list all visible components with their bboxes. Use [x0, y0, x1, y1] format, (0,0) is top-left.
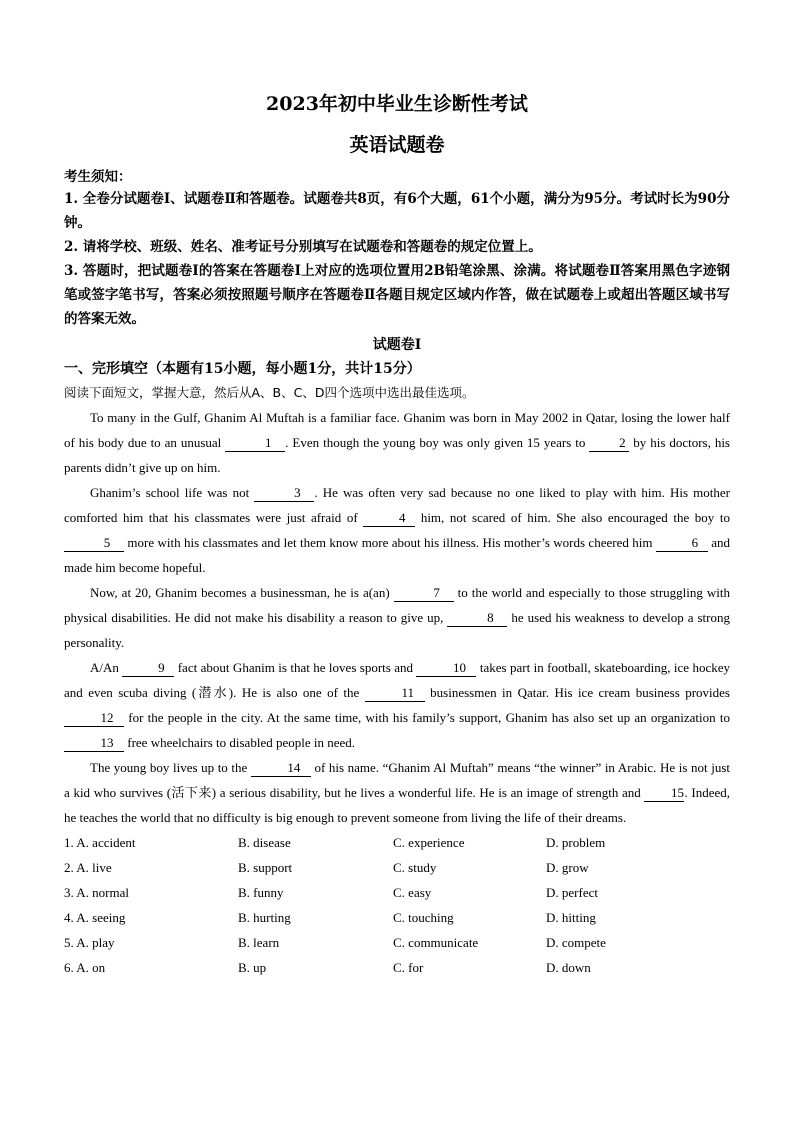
option-b: B. hurting — [238, 910, 291, 925]
option-b: B. learn — [238, 935, 280, 950]
blank-14: 14 — [251, 760, 311, 777]
blank-15: 15 — [644, 785, 684, 802]
passage-paragraph-3 — [64, 580, 730, 655]
passage-text: fact about Ghanim is that he loves sports and — [174, 660, 417, 675]
notice-item-2: 2. 请将学校、班级、姓名、准考证号分别填写在试题卷和答题卷的规定位置上。 — [64, 239, 542, 255]
passage-paragraph-5 — [64, 755, 730, 830]
blank-4: 4 — [363, 510, 415, 527]
option-b: B. up — [238, 960, 267, 975]
passage-text: he used his weakness to develop a strong personality. — [64, 610, 731, 650]
blank-13: 13 — [64, 735, 124, 752]
passage-text: and made him become hopeful. — [64, 535, 730, 575]
option-c: C. touching — [393, 910, 454, 925]
option-d: D. problem — [546, 835, 606, 850]
passage-text: Ghanim’s school life was not — [90, 485, 255, 500]
passage-text: him, not scared of him. She also encouraged the boy to — [415, 510, 730, 525]
option-c: C. experience — [393, 835, 465, 850]
cloze-passage — [64, 405, 730, 830]
passage-text: for the people in the city. At the same time, with his family’s support, Ghanim has also set up an organization to — [124, 710, 730, 725]
option-d: D. perfect — [546, 885, 598, 900]
passage-text: Now, at 20, Ghanim becomes a businessman, he is a(an) — [90, 585, 394, 600]
option-b: B. support — [238, 860, 293, 875]
question-row — [64, 855, 730, 880]
blank-8: 8 — [447, 610, 507, 627]
blank-9: 9 — [122, 660, 174, 677]
question-row — [64, 905, 730, 930]
notice-item-3: 3. 答题时，把试题卷Ⅰ的答案在答题卷Ⅰ上对应的选项位置用2B铅笔涂黑、涂满。将试题卷Ⅱ答案用黑色字迹钢笔或签字笔书写，答案必须按照题号顺序在答题卷Ⅱ各题目规定区域内作答，做在试题卷上或超出答题区域书写的答案无效。 — [64, 263, 730, 327]
option-b: B. disease — [238, 835, 291, 850]
notice-item-1: 1. 全卷分试题卷Ⅰ、试题卷Ⅱ和答题卷。试题卷共8页，有6个大题，61个小题，满分为95分。考试时长为90分钟。 — [64, 191, 730, 231]
passage-text: . He was often very sad because no one liked to play with him. His mother comforted him that his classmates were just afraid of — [64, 485, 730, 525]
passage-text: . Even though the young boy was only given 15 years to — [285, 435, 590, 450]
option-a: 4. A. seeing — [64, 910, 126, 925]
passage-text: free wheelchairs to disabled people in need. — [124, 735, 356, 750]
option-b: B. funny — [238, 885, 284, 900]
blank-7: 7 — [394, 585, 454, 602]
option-d: D. hitting — [546, 910, 596, 925]
notice-heading: 考生须知： — [64, 169, 132, 185]
blank-5: 5 — [64, 535, 124, 552]
passage-paragraph-4 — [64, 655, 730, 755]
passage-text: To many in the Gulf, Ghanim Al Muftah is a familiar face. Ghanim was born in May 2002 in Qatar, losing the lower half of his body due to an unusual — [64, 410, 730, 450]
passage-text: more with his classmates and let them know more about his illness. His mother’s words cheered him — [124, 535, 656, 550]
question-row — [64, 955, 730, 980]
option-a: 1. A. accident — [64, 835, 136, 850]
blank-2: 2 — [589, 435, 629, 452]
option-c: C. easy — [393, 885, 432, 900]
option-d: D. compete — [546, 935, 606, 950]
option-c: C. for — [393, 960, 424, 975]
blank-11: 11 — [365, 685, 425, 702]
passage-paragraph-1 — [64, 405, 730, 480]
exam-page — [64, 92, 730, 980]
blank-10: 10 — [416, 660, 476, 677]
passage-paragraph-2 — [64, 480, 730, 580]
question-row — [64, 930, 730, 955]
question-row — [64, 830, 730, 855]
section-title: 一、完形填空（本题有15小题，每小题1分，共计15分） — [64, 361, 421, 377]
answer-options — [64, 830, 730, 980]
option-a: 6. A. on — [64, 960, 106, 975]
blank-3: 3 — [254, 485, 314, 502]
option-d: D. down — [546, 960, 591, 975]
blank-12: 12 — [64, 710, 124, 727]
exam-subtitle: 英语试题卷 — [349, 134, 445, 156]
passage-text: to the world and especially to those struggling with physical disabilities. He did not make his disability a reason to give up, — [64, 585, 730, 625]
section-instruction: 阅读下面短文，掌握大意，然后从A、B、C、D四个选项中选出最佳选项。 — [64, 385, 475, 400]
passage-text: The young boy lives up to the — [90, 760, 251, 775]
passage-text: A/An — [90, 660, 123, 675]
option-c: C. study — [393, 860, 437, 875]
option-a: 3. A. normal — [64, 885, 129, 900]
option-c: C. communicate — [393, 935, 479, 950]
option-a: 2. A. live — [64, 860, 112, 875]
exam-title: 2023年初中毕业生诊断性考试 — [266, 93, 528, 115]
paper1-heading: 试题卷Ⅰ — [372, 337, 422, 353]
blank-1: 1 — [225, 435, 285, 452]
passage-text: of his name. “Ghanim Al Muftah” means “the winner” in Arabic. He is not just a kid who survives (活下来) a serious disability, but he lives a wonderful life. He is an image of strength and — [64, 760, 730, 800]
passage-text: . Indeed, he teaches the world that no difficulty is big enough to prevent someone from living the life of their dreams. — [64, 785, 730, 825]
option-d: D. grow — [546, 860, 589, 875]
question-row — [64, 880, 730, 905]
passage-text: takes part in football, skateboarding, ice hockey and even scuba diving (潜水). He is also one of the — [64, 660, 730, 700]
option-a: 5. A. play — [64, 935, 115, 950]
passage-text: by his doctors, his parents didn’t give up on him. — [64, 435, 730, 475]
blank-6: 6 — [656, 535, 708, 552]
passage-text: businessmen in Qatar. His ice cream business provides — [424, 685, 730, 700]
